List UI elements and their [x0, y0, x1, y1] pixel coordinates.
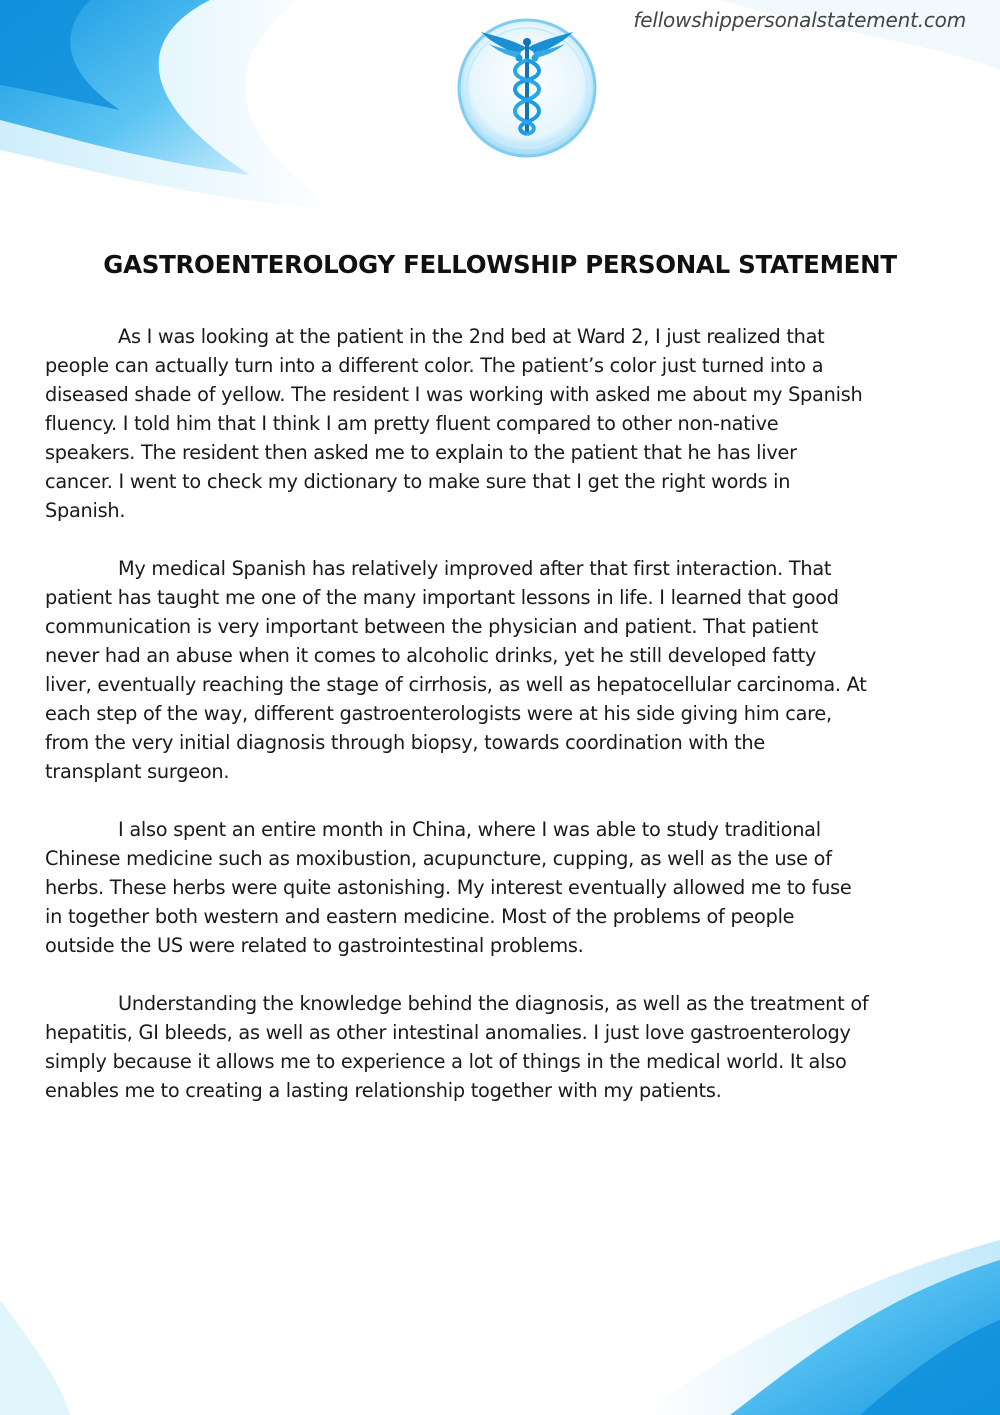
text-line: never had an abuse when it comes to alcoholic drinks, yet he still developed fatty [45, 644, 817, 667]
paragraph [45, 815, 967, 960]
text-line: Understanding the knowledge behind the diagnosis, as well as the treatment of [118, 992, 869, 1015]
text-line: speakers. The resident then asked me to explain to the patient that he has liver [45, 441, 797, 464]
paragraph [45, 989, 967, 1105]
text-line: cancer. I went to check my dictionary to make sure that I get the right words in [45, 470, 791, 493]
text-line: hepatitis, GI bleeds, as well as other intestinal anomalies. I just love gastroenterology [45, 1021, 851, 1044]
text-line: enables me to creating a lasting relationship together with my patients. [45, 1079, 722, 1102]
text-line: liver, eventually reaching the stage of cirrhosis, as well as hepatocellular carcinoma. At [45, 673, 867, 696]
text-line: people can actually turn into a different color. The patient’s color just turned into a [45, 354, 824, 377]
text-line: in together both western and eastern medicine. Most of the problems of people [45, 905, 795, 928]
text-line: diseased shade of yellow. The resident I was working with asked me about my Spanish [45, 383, 863, 406]
statement-body [45, 322, 967, 1134]
caduceus-icon [455, 16, 599, 160]
page-title: GASTROENTEROLOGY FELLOWSHIP PERSONAL STATEMENT [103, 250, 897, 279]
text-line: I also spent an entire month in China, where I was able to study traditional [118, 818, 821, 841]
text-line: fluency. I told him that I think I am pretty fluent compared to other non-native [45, 412, 779, 435]
paragraph [45, 554, 967, 786]
text-line: As I was looking at the patient in the 2nd bed at Ward 2, I just realized that [118, 325, 825, 348]
text-line: herbs. These herbs were quite astonishing. My interest eventually allowed me to fuse [45, 876, 852, 899]
text-line: communication is very important between the physician and patient. That patient [45, 615, 819, 638]
text-line: transplant surgeon. [45, 760, 230, 783]
text-line: My medical Spanish has relatively improved after that first interaction. That [118, 557, 832, 580]
text-line: simply because it allows me to experience a lot of things in the medical world. It also [45, 1050, 847, 1073]
text-line: from the very initial diagnosis through biopsy, towards coordination with the [45, 731, 765, 754]
paragraph [45, 322, 967, 525]
text-line: patient has taught me one of the many important lessons in life. I learned that good [45, 586, 839, 609]
text-line: each step of the way, different gastroenterologists were at his side giving him care, [45, 702, 832, 725]
site-url[interactable]: fellowshippersonalstatement.com [633, 8, 966, 32]
text-line: Chinese medicine such as moxibustion, acupuncture, cupping, as well as the use of [45, 847, 832, 870]
text-line: Spanish. [45, 499, 126, 522]
text-line: outside the US were related to gastrointestinal problems. [45, 934, 584, 957]
